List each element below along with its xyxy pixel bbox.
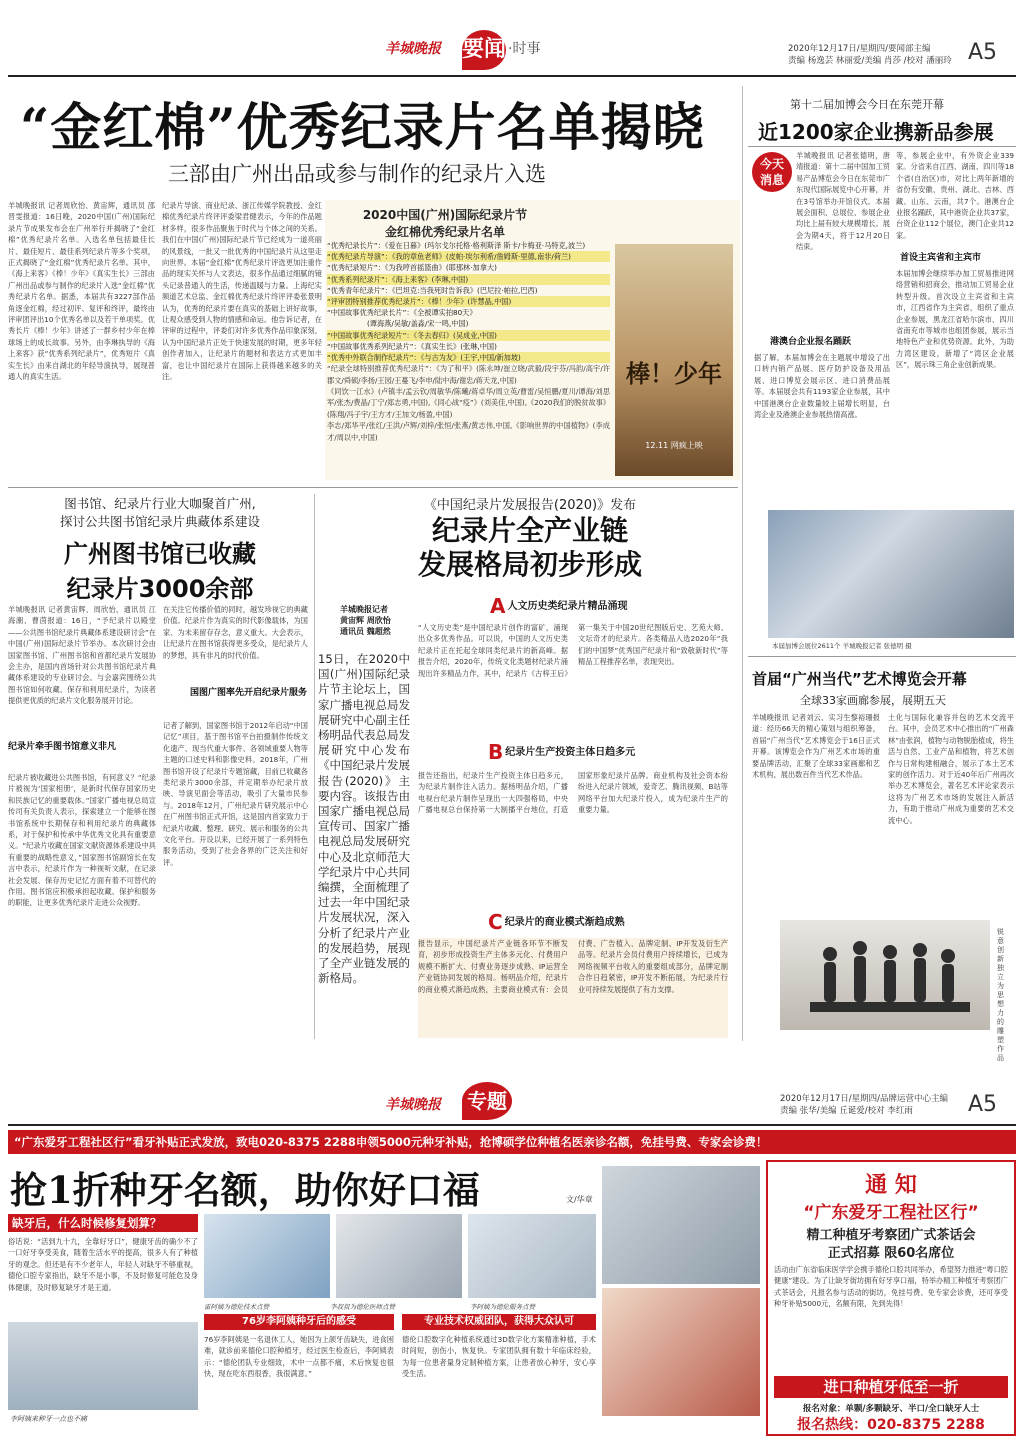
- elderly-patient-photo: [8, 1322, 198, 1410]
- expo-body-2: 据了解，本届加博会在主题展中增设了出口转内销产品展、医疗防护设备及用品展、进口博览会展示区、进口消费品展等。本届展会共有1193家企业参展，其中中国港澳台企业数量较上届增长明显，台湾企业及港澳企业参展热情高涨。: [754, 353, 890, 420]
- art-body-1: 羊城晚报讯 记者刘云、实习生黎裕珊报道：经历66天的精心策划与组织筹备，首届“广州当代”艺术博览会于16日正式开幕。该博览会作为广州艺术市场的重要品牌活动，汇聚了全球33家画廊和艺术机构，展出数百件当代艺术作品。: [752, 713, 880, 780]
- lead-subhead: 三部由广州出品或参与制作的纪录片入选: [168, 162, 546, 186]
- section-1-title: 缺牙后，什么时候修复划算？: [8, 1214, 198, 1232]
- expo-body-1: 羊城晚报讯 记者张德明，唐靖报道：第十二届中国加工贸易产品博览会今日在东莞市广东现代国际展览中心开幕，并在3号馆举办开馆仪式。本届展会面积、总展位、参展企业均比上届有较大规模增长。展会为期4天，将于12月20日结束。: [796, 151, 890, 252]
- patient-photos: [204, 1214, 596, 1304]
- award-line: “纪录全球特别推荐优秀纪录片”：《为了和平》(陈永坤/崔立晓/武毅/段宇芬/冯韵/高宇/许郡文/舜硕/李扬/王园/王蔓飞/李申/陆中海/谢忠/蒋天龙,中国): [327, 364, 610, 385]
- award-line: “优秀青年纪录片”：《巴坦克:当我死时告诉我》(巴尼拉·帕拉,巴西): [327, 285, 538, 295]
- event-photo-top: [602, 1166, 760, 1284]
- award-list-box: [325, 200, 740, 480]
- notice-footer-title: 进口种植牙低至一折: [774, 1376, 1008, 1398]
- notice-phone-line: 报名热线：020-8375 2288: [797, 1417, 985, 1433]
- top-masthead: [0, 30, 1024, 78]
- page-number: A5: [968, 1092, 998, 1117]
- sculpture-figures-icon: [780, 920, 990, 1030]
- masthead-rule: [8, 75, 1016, 77]
- expo-body-col2b: 本届加博会继续举办加工贸易推进网络营销和招商会，推动加工贸易企业转型升级。首次设立主宾省和主宾市，江西省作为主宾省，组织了重点企业参展，黑龙江省哈尔滨市、四川省南充市等城市也组团参展，展示当地特色产业和优势资源。此外，为助力湾区建设，新增了“湾区企业展区”，展示珠三角企业创新成果。: [896, 269, 1014, 370]
- photo-caption-4: 李阿姨为德伦服务点赞: [470, 1303, 535, 1311]
- movie-poster: [615, 244, 733, 476]
- section-a-text: 人文历史类纪录片精品涌现: [507, 601, 628, 612]
- art-body-2: 土化与国际化兼容并包的艺术交流平台。其中，会员艺术中心推出的“广州森林”由张润，植物与动物脱胎植成，将生活与自然、工业产品和植物，将艺术创作与日常构建相融合，展示了本土艺术家的创作活力。对于近40年后广州再次举办艺术博览会，著名艺术评论家表示这将为广州艺术市场的发展注入新活力，有助于推动广州成为重要的艺术交流中心。: [888, 713, 1014, 825]
- notice-register-line: 报名对象：单颗/多颗缺牙、半口/全口缺牙人士: [802, 1404, 980, 1414]
- patient-photo: [336, 1214, 462, 1298]
- library-headline-line1: 广州图书馆已收藏: [64, 540, 256, 568]
- divider: [8, 487, 738, 488]
- art-photo: [780, 920, 990, 1030]
- award-line: “优秀纪录长片”：《爱在日暮》(玛尔戈尔托格·格利斯泽 斯卡/卡梅亚·马特克,波兰): [327, 241, 586, 250]
- notice-line2: 正式招募 限60名席位: [827, 1246, 955, 1261]
- byline-line: 羊城晚报记者: [340, 605, 388, 614]
- expo-subhead-2: 首设主宾省和主宾市: [900, 253, 982, 263]
- report-headline-line2: 发展格局初步形成: [417, 548, 642, 581]
- report-section-a-title: [490, 594, 627, 618]
- staff-line: 责编 张华/美编 丘诞爱/校对 李红雨: [780, 1106, 913, 1116]
- divider: [742, 86, 743, 1041]
- photo-caption-2: 雷阿姨为德伦技术点赞: [204, 1303, 269, 1311]
- award-list: [327, 240, 610, 478]
- library-kicker-line1: 图书馆、纪录片行业大咖聚首广州,: [64, 496, 256, 511]
- notice-body: 活动由广东省临床医学学会携手德伦口腔共同举办，希望努力推进“粤口腔健康”建设。为了让缺牙街坊拥有好牙享口福，特举办精工种植牙考察团广式茶话会，凡报名参与活动的街坊，免挂号费、免专家会诊费，还可享受种牙补贴5000元，名额有限，先到先得！: [774, 1265, 1008, 1309]
- photo-caption-3: 李叔叔为德伦医师点赞: [330, 1303, 395, 1311]
- library-body-4: 记者了解到，国家图书馆于2012年启动“中国记忆”项目，基于图书馆平台拍摄制作传统文化遗产、现当代重大事件、各领域重要人物等主题的口述史料和影像史料。2018年，广州图书馆开设了纪录片专题馆藏，目前已收藏各类纪录片3000余部，并定期举办纪录片放映、导演见面会等活动，吸引了大量市民参与。2018年12月，广州纪录片研究展示中心在广州图书馆正式开馆，这是国内首家致力于纪录片收藏、整理、研究、展示和服务的公共文化平台。开设以来，已经开展了一系列特色服务活动，受到了社会各界的广泛关注和好评。: [163, 721, 308, 867]
- page-number: A5: [968, 40, 998, 65]
- byline-line: 通讯员 魏超然: [340, 627, 391, 636]
- today-news-badge: [752, 152, 792, 192]
- section-3-title: 专业技术权威团队，获得大众认可: [402, 1314, 596, 1330]
- report-kicker: 《中国纪录片发展报告(2020)》发布: [423, 498, 637, 513]
- library-kicker-line2: 探讨公共图书馆纪录片典藏体系建设: [59, 514, 260, 529]
- expo-subhead-1: 港澳台企业报名踊跃: [770, 337, 852, 347]
- award-line: “优秀纪录片导演”：《我的章鱼老师》(皮帕·埃尔利希/詹姆斯·里德,南非/荷兰): [327, 251, 610, 262]
- notice-panel: [766, 1160, 1016, 1436]
- badge-line1: 今天: [759, 157, 784, 171]
- award-line: “优秀中外联合制作纪录片”：《与古为友》(王宇,中国/新加坡): [327, 352, 610, 363]
- expo-photo: [768, 510, 1014, 638]
- section-subtitle: ·时事: [508, 41, 541, 57]
- newspaper-logo: 羊城晚报: [385, 1097, 441, 1113]
- library-subhead-2: 国图广图率先开启纪录片服务: [190, 688, 308, 698]
- award-line: “优秀纪录短片”：《为我哼首摇篮曲》(耶那林·加拿大): [327, 263, 497, 273]
- library-subhead-1: 纪录片牵手图书馆意义非凡: [8, 742, 117, 752]
- award-line: “中国故事优秀纪录短片”：《冬去春归》(吴成业,中国): [327, 330, 610, 341]
- award-line: “优秀系列纪录片”：《海上来客》(李琳,中国): [327, 274, 610, 285]
- promo-banner: “广东爱牙工程社区行”看牙补贴正式发放，致电020-8375 2288申领5000元种牙补贴，抢博硕学位种植名医亲诊名额，免挂号费、专家会诊费！: [8, 1130, 1016, 1154]
- badge-line2: 消息: [759, 173, 784, 187]
- expo-body-col2: 等，参展企业中，有外资企业339家。分省来自江西、湖南、四川等18个省(自治区)市，对比上两年新增的省份有安徽、贵州、湖北、吉林、西藏、山东、云南，共7个。港澳台企业报名踊跃，其中港资企业共37家，台资企业112个展位，澳门企业共12家。: [896, 151, 1014, 240]
- library-body-3: 在关注它传播价值的同时，越发珍视它的典藏价值。纪录片作为真实的时代影像载体，为国家、为未来留存存念，意义重大。大会表示，让纪录片在图书馆获得更多受众，是纪录片人的梦想，具有非凡的时代价值。: [163, 605, 308, 660]
- report-headline-line1: 纪录片全产业链: [431, 514, 628, 547]
- library-body-2: 纪录片被收藏进公共图书馆，有何意义？“纪录片被视为‘国家相册’，是新时代保存国家历史和民族记忆的重要载体。”国家广播电视总局宣传司有关负责人表示，探索建立一个能够在图书馆系统中长期保存和利用纪录片的典藏体系，对于保护和传承中华优秀文化具有重要意义。“纪录片收藏在国家文献资源体系建设中具有重要的战略性意义，”国家图书馆副馆长在发言中表示，纪录片作为一种视听文献，在记录社会发展、保存历史记忆方面有着不可替代的作用。图书馆应积极承担起收藏、保护和服务的职能，让更多优秀纪录片走进公众视野。: [8, 773, 156, 908]
- divider: [314, 494, 315, 1039]
- award-line: “中国故事优秀纪录长片”：《全被谭实拍80天》: [327, 308, 477, 318]
- author-tag: 文/华章: [566, 1195, 593, 1204]
- section-badge: 要闻: [462, 30, 506, 70]
- report-section-b-body: 报告还指出，纪录片生产投资主体日趋多元，为纪录片制作注入活力。据杨明品介绍，广播电视台纪录片制作呈现出一大四强格局，中央广播电视总台保持第一大制播平台地位，打造国家形象纪录片品牌。商业机构及社会资本纷纷进入纪录片领域，爱奇艺、腾讯视频、B站等网络平台加大纪录片投入，成为纪录片生产的重要力量。: [418, 771, 728, 815]
- event-photo-bottom: [602, 1288, 760, 1416]
- newspaper-logo: 羊城晚报: [385, 41, 441, 57]
- art-subhead: 全球33家画廊参展，展期五天: [800, 694, 946, 707]
- report-headline: [330, 514, 730, 582]
- section-2-body: 76岁李阿姨是一名退休工人，她因为上颌牙齿缺失，进食困难，就诊前来德伦口腔种植牙，经过医生检查后，李阿姨表示：“德伦团队专业细致，术中一点都不痛，术后恢复也很快，现在吃东西很香，我很满意。”: [204, 1335, 394, 1379]
- divider: [748, 656, 1016, 657]
- library-kicker: [10, 494, 310, 530]
- section-3-body: 德伦口腔数字化种植系统通过3D数字化方案精准种植，手术时间短，创伤小，恢复快。专家团队拥有数十年临床经验，为每一位患者量身定制种植方案，让患者放心种牙，安心享受生活。: [402, 1335, 596, 1379]
- section-1-body: 俗话说：“活到九十九，全靠好牙口”，健康牙齿的确少不了一口好牙享受美食，随着生活水平的提高，很多人有了种植牙的观念。但还是有不少老年人，年轻人对缺牙不够重视，德伦口腔专家指出，缺牙不是小事，不及时修复可能危及身体健康，及时修复缺牙才是王道。: [8, 1237, 198, 1292]
- bottom-masthead: [0, 1080, 1024, 1120]
- section-b-text: 纪录片生产投资主体日趋多元: [505, 747, 636, 758]
- date-line: 2020年12月17日/星期四/要闻部主编: [788, 44, 931, 54]
- notice-title: 通 知: [865, 1173, 917, 1198]
- lead-headline: “金红棉”优秀纪录片名单揭晓: [20, 98, 705, 158]
- patient-photo: [468, 1214, 596, 1298]
- report-section-a-body: “人文历史类”是中国纪录片创作的富矿，涌现出众多优秀作品。可以说，中国的人文历史类纪录片正在托起全球同类纪录片的新高峰。据报告介绍，2020年，传统文化类题材纪录片涌现出许多精品力作，其中，纪录片《古梓王后》第一集关于中国20世纪图版后史、艺苑大师、文坛奇才的纪录片。各类精品入选2020年“我们的中国梦”优秀国产纪录片和“致敬新时代”等精品工程推荐名单，表现突出。: [418, 623, 728, 678]
- poster-date: 12.11 网疯上映: [645, 441, 703, 450]
- section-c-letter: C: [488, 910, 503, 934]
- expo-kicker: 第十二届加博会今日在东莞开幕: [790, 98, 944, 111]
- award-line: (谭海燕/吴敏/盖淼/宋一鸣,中国): [367, 319, 469, 329]
- notice-program: “广东爱牙工程社区行”: [803, 1203, 979, 1223]
- art-headline: 首届“广州当代”艺术博览会开幕: [752, 670, 967, 688]
- section-badge: 专题: [462, 1082, 512, 1120]
- section-b-letter: B: [488, 740, 504, 764]
- section-2-title: 76岁李阿姨种牙后的感受: [204, 1314, 394, 1330]
- award-line: 《同饮一江水》(卢镇丰/孟云钦/周敏华/陈曦/蒋卓华/周立英/曹雷/吴恒鹏/夏川/谭海/刘思军/张杰/费晶/丁宁/郑志勇,中国),《同心战“疫”》(刘美佳,中国),《2020我们的脱贫故事》(陈翔/冯子宇/王方才/王加文/杨盈,中国): [327, 387, 610, 419]
- report-section-b-title: [488, 740, 635, 764]
- award-line: “中国故事优秀系列纪录片”：《真实生长》(张琳,中国): [327, 341, 497, 351]
- art-photo-caption: 锐意创新独立为思想力的雕塑作品: [997, 928, 1004, 1062]
- award-line: “评审团特别推荐优秀纪录片”：《棒！少年》(许慧晶,中国): [327, 296, 610, 307]
- section-c-text: 纪录片的商业模式渐趋成熟: [504, 917, 625, 928]
- award-line: 李志/郑华平/张红/王洪/卢辉/刘梓/张恒/张燕/黄志伟,中国,《影响世界的中国植物》(李成才/周以中,中国): [327, 421, 610, 442]
- photo-caption-1: 李阿姨来种牙一点也不痛: [10, 1415, 87, 1423]
- date-line: 2020年12月17日/星期四/品牌运营中心主编: [780, 1094, 948, 1104]
- notice-line1: 精工种植牙考察团广式茶话会: [806, 1228, 976, 1243]
- award-box-title-line1: 2020中国(广州)国际纪录片节: [362, 208, 528, 222]
- library-body: 羊城晚报讯 记者黄宙辉、周欣怡，通讯员 江海潮、曹茵报道：16日，“予纪录片以殿堂——公共图书馆纪录片典藏体系建设研讨会”在中国(广州)国际纪录片节举办。本次研讨会由国家图书馆、广州图书馆和首都纪录片发展协会主办，是国内首场针对公共图书馆纪录片典藏体系建设的专业研讨会。与会嘉宾围绕公共图书馆如何收藏、保存和利用纪录片，为读者提供更优质的纪录片文化服务展开讨论。: [8, 605, 156, 706]
- report-intro: 15日，在2020中国(广州)国际纪录片节主论坛上，国家广播电视总局发展研究中心副主任杨明品代表总局发展研究中心发布《中国纪录片发展报告(2020)》主要内容。该报告由国家广播电视总局宣传司、国家广播电视总局发展研究中心及北京师范大学纪录片中心共同编撰，全面梳理了过去一年中国纪录片发展状况，深入分析了纪录片产业的发展趋势，展现了全产业链发展的新格局。: [318, 652, 410, 986]
- library-headline-line2: 纪录片3000余部: [66, 575, 254, 603]
- report-section-c-title: [488, 910, 625, 934]
- patient-photo: [204, 1214, 330, 1298]
- report-section-c-body: 报告显示，中国纪录片产业链各环节不断发育，初步形成投资生产主体多元化、付费用户规模不断扩大、付费业务逐步成熟、IP运营全产业链协同发展的格局。杨明品介绍，纪录片的商业模式渐趋成熟，主要商业模式有：会员付费、广告植入、品牌定制、IP开发及衍生产品等。纪录片会员付费用户持续增长，已成为网络视频平台收入的重要组成部分，品牌定制合作日趋紧密，IP开发不断拓展，为纪录片行业可持续发展提供了有力支撑。: [418, 938, 728, 1038]
- expo-photo-caption: 本届加博会展位2611个 羊城晚报记者 张德明 摄: [772, 642, 912, 650]
- lead-body: 羊城晚报讯 记者周欣怡、黄宙辉，通讯员 邵晋雯报道：16日晚，2020中国(广州)国际纪录片节成果发布会在广州举行并揭晓了“金红棉”优秀纪录片名单。入选名单包括最佳长片、最佳短片、最佳系列纪录片等多个奖项，正式揭晓了“金红棉”优秀纪录片名单。其中，《海上来客》《棒！少年》《真实生长》三部由广州出品或参与制作的纪录片入选“金红棉”优秀纪录片名单。据悉，本届共有3227部作品角逐金红棉，经过初评、复评和终评，最终由评审团评出10个优秀名单以及若干单项奖。优秀长片《棒！少年》讲述了一群乡村少年在棒球场上的成长故事。另外，由李琳执导的《海上来客》获“优秀系列纪录片”，优秀短片《真实生长》由来自湖北的年轻导演执导，展现普通人的真实生活。: [8, 201, 155, 382]
- expo-headline: 近1200家企业携新品参展: [758, 120, 994, 144]
- report-byline: [340, 604, 420, 637]
- section-a-letter: A: [490, 594, 506, 618]
- poster-title: 棒！少年: [626, 359, 722, 388]
- byline-line: 黄宙辉 周欣怡: [340, 616, 391, 625]
- award-box-title: [325, 206, 565, 240]
- promo-headline: 抢1折种牙名额，助你好口福: [10, 1168, 480, 1212]
- award-box-title-line2: 金红棉优秀纪录片名单: [384, 225, 505, 239]
- staff-line: 责编 杨逸芸 林丽爱/美编 肖莎 /校对 潘丽玲: [788, 56, 952, 66]
- library-headline: [10, 534, 310, 604]
- masthead-rule: [8, 1124, 1016, 1126]
- divider: [748, 146, 1016, 147]
- lead-body-col2: 纪录片导演、商业纪录、浙江传媒学院教授、金红棉优秀纪录片终评评委梁君健表示，今年的作品题材多样，很多作品聚焦于时代与个体之间的关系。我们在中国(广州)国际纪录片节已经成为一道亮丽的风景线，一批又一批优秀的中国纪录片从这里走向世界。本届“金红棉”优秀纪录片评选更加注重作品的现实关怀与人文表达，很多作品通过细腻的镜头记录普通人的生活，传递温暖与力量。上海纪实频道艺术总监、金红棉优秀纪录片终评评委张景明认为，优秀的纪录片要在真实的基础上讲好故事，让观众感受到人物的情感和命运。他告诉记者，在评审的过程中，评委们对许多优秀作品印象深刻，认为中国纪录片正处于快速发展的时期，更多年轻创作者加入，让纪录片的题材和表达方式更加丰富，也让中国纪录片在国际上获得越来越多的关注。: [162, 201, 322, 382]
